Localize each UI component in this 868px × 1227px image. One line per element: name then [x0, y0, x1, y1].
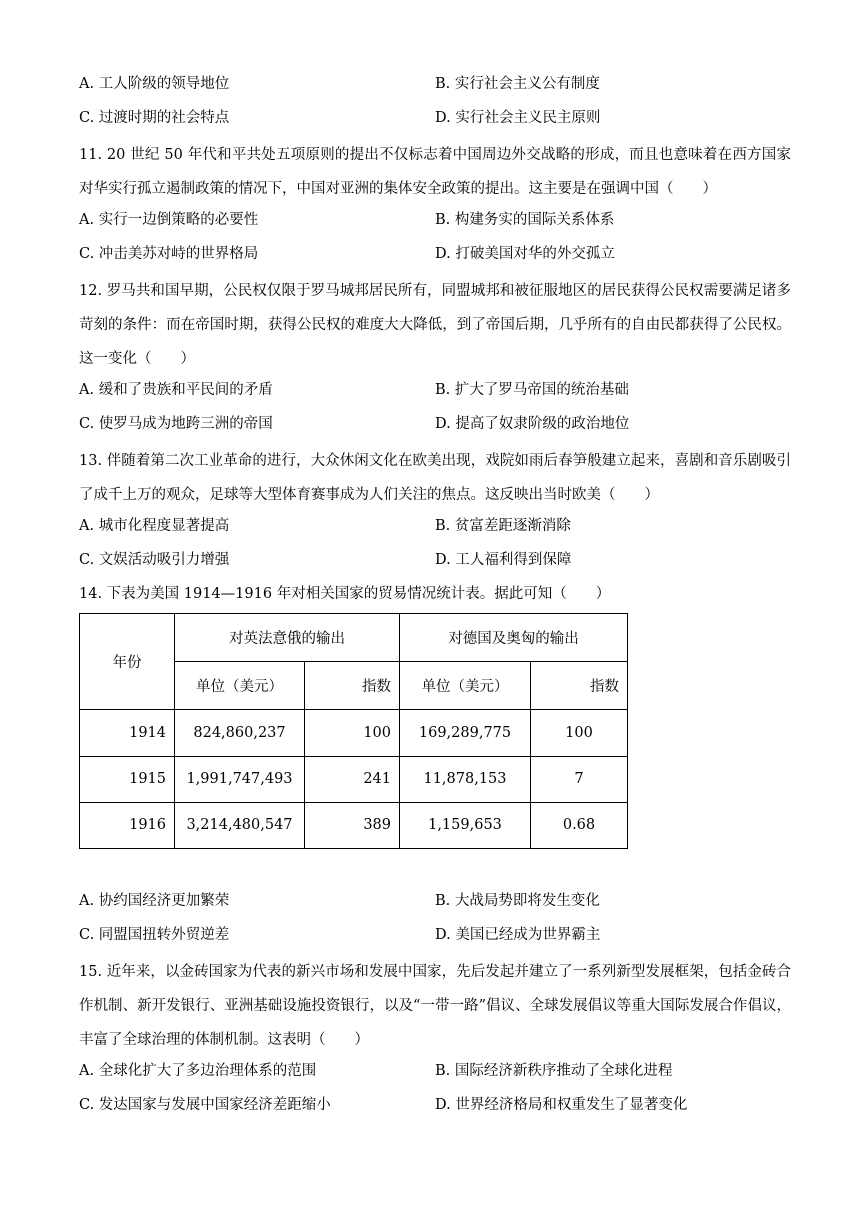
year-cell: 1916 — [80, 802, 175, 848]
q14-option-a[interactable]: A. 协约国经济更加繁荣 — [79, 893, 230, 909]
table-row — [80, 756, 628, 802]
central-value-cell: 1,159,653 — [400, 802, 531, 848]
q13-option-c[interactable]: C. 文娱活动吸引力增强 — [79, 552, 230, 568]
q11-option-d[interactable]: D. 打破美国对华的外交孤立 — [435, 246, 615, 262]
unit-header-central: 单位（美元） — [400, 662, 531, 710]
q12-option-d[interactable]: D. 提高了奴隶阶级的政治地位 — [435, 416, 630, 432]
q11-option-b[interactable]: B. 构建务实的国际关系体系 — [435, 212, 615, 228]
q12-option-c[interactable]: C. 使罗马成为地跨三洲的帝国 — [79, 416, 273, 432]
q13-option-a[interactable]: A. 城市化程度显著提高 — [79, 518, 230, 534]
unit-header-allies: 单位（美元） — [175, 662, 305, 710]
q10-option-b[interactable]: B. 实行社会主义公有制度 — [435, 76, 600, 92]
q12-option-a[interactable]: A. 缓和了贵族和平民间的矛盾 — [79, 382, 273, 398]
q10-option-d[interactable]: D. 实行社会主义民主原则 — [435, 110, 601, 126]
q15-option-a[interactable]: A. 全球化扩大了多边治理体系的范围 — [79, 1063, 317, 1079]
trade-table — [79, 613, 628, 849]
q15-option-b[interactable]: B. 国际经济新秩序推动了全球化进程 — [435, 1063, 673, 1079]
q12-stem: 12. 罗马共和国早期，公民权仅限于罗马城邦居民所有，同盟城邦和被征服地区的居民获得公民权需要满足诸多苛刻的条件：而在帝国时期，获得公民权的难度大大降低，到了帝国后期，几乎所有的自由民都获得了公民权。这一变化（ ） — [79, 283, 791, 367]
year-cell: 1914 — [80, 710, 175, 756]
q10-option-c[interactable]: C. 过渡时期的社会特点 — [79, 110, 230, 126]
q14-stem: 14. 下表为美国 1914—1916 年对相关国家的贸易情况统计表。据此可知（ ） — [79, 586, 611, 602]
central-value-cell: 169,289,775 — [400, 710, 531, 756]
q11-option-a[interactable]: A. 实行一边倒策略的必要性 — [79, 212, 259, 228]
allies-index-cell: 389 — [305, 802, 400, 848]
q14-option-b[interactable]: B. 大战局势即将发生变化 — [435, 893, 600, 909]
group-header-central: 对德国及奥匈的输出 — [400, 614, 628, 662]
q15-option-c[interactable]: C. 发达国家与发展中国家经济差距缩小 — [79, 1097, 331, 1113]
q14-option-d[interactable]: D. 美国已经成为世界霸主 — [435, 927, 601, 943]
central-index-cell: 100 — [531, 710, 628, 756]
table-row — [80, 802, 628, 848]
year-header: 年份 — [80, 614, 175, 710]
allies-index-cell: 241 — [305, 756, 400, 802]
allies-value-cell: 824,860,237 — [175, 710, 305, 756]
central-index-cell: 0.68 — [531, 802, 628, 848]
q15-stem: 15. 近年来，以金砖国家为代表的新兴市场和发展中国家，先后发起并建立了一系列新型发展框架，包括金砖合作机制、新开发银行、亚洲基础设施投资银行，以及“一带一路”倡议、全球发展倡议等重大国际发展合作倡议，丰富了全球治理的体制机制。这表明（ ） — [79, 964, 791, 1048]
q11-stem: 11. 20 世纪 50 年代和平共处五项原则的提出不仅标志着中国周边外交战略的形成，而且也意味着在西方国家对华实行孤立遏制政策的情况下，中国对亚洲的集体安全政策的提出。这主要是在强调中国（ ） — [79, 147, 791, 197]
q13-stem: 13. 伴随着第二次工业革命的进行，大众休闲文化在欧美出现，戏院如雨后春笋般建立起来，喜剧和音乐剧吸引了成千上万的观众，足球等大型体育赛事成为人们关注的焦点。这反映出当时欧美（ ） — [79, 453, 791, 503]
q15-option-d[interactable]: D. 世界经济格局和权重发生了显著变化 — [435, 1097, 688, 1113]
q13-option-b[interactable]: B. 贫富差距逐渐消除 — [435, 518, 571, 534]
table-row — [80, 710, 628, 756]
allies-value-cell: 1,991,747,493 — [175, 756, 305, 802]
index-header-allies: 指数 — [305, 662, 400, 710]
allies-index-cell: 100 — [305, 710, 400, 756]
q10-option-a[interactable]: A. 工人阶级的领导地位 — [79, 76, 230, 92]
year-cell: 1915 — [80, 756, 175, 802]
allies-value-cell: 3,214,480,547 — [175, 802, 305, 848]
q11-option-c[interactable]: C. 冲击美苏对峙的世界格局 — [79, 246, 259, 262]
central-value-cell: 11,878,153 — [400, 756, 531, 802]
group-header-allies: 对英法意俄的输出 — [175, 614, 400, 662]
q12-option-b[interactable]: B. 扩大了罗马帝国的统治基础 — [435, 382, 629, 398]
central-index-cell: 7 — [531, 756, 628, 802]
q13-option-d[interactable]: D. 工人福利得到保障 — [435, 552, 572, 568]
q14-option-c[interactable]: C. 同盟国扭转外贸逆差 — [79, 927, 230, 943]
index-header-central: 指数 — [531, 662, 628, 710]
